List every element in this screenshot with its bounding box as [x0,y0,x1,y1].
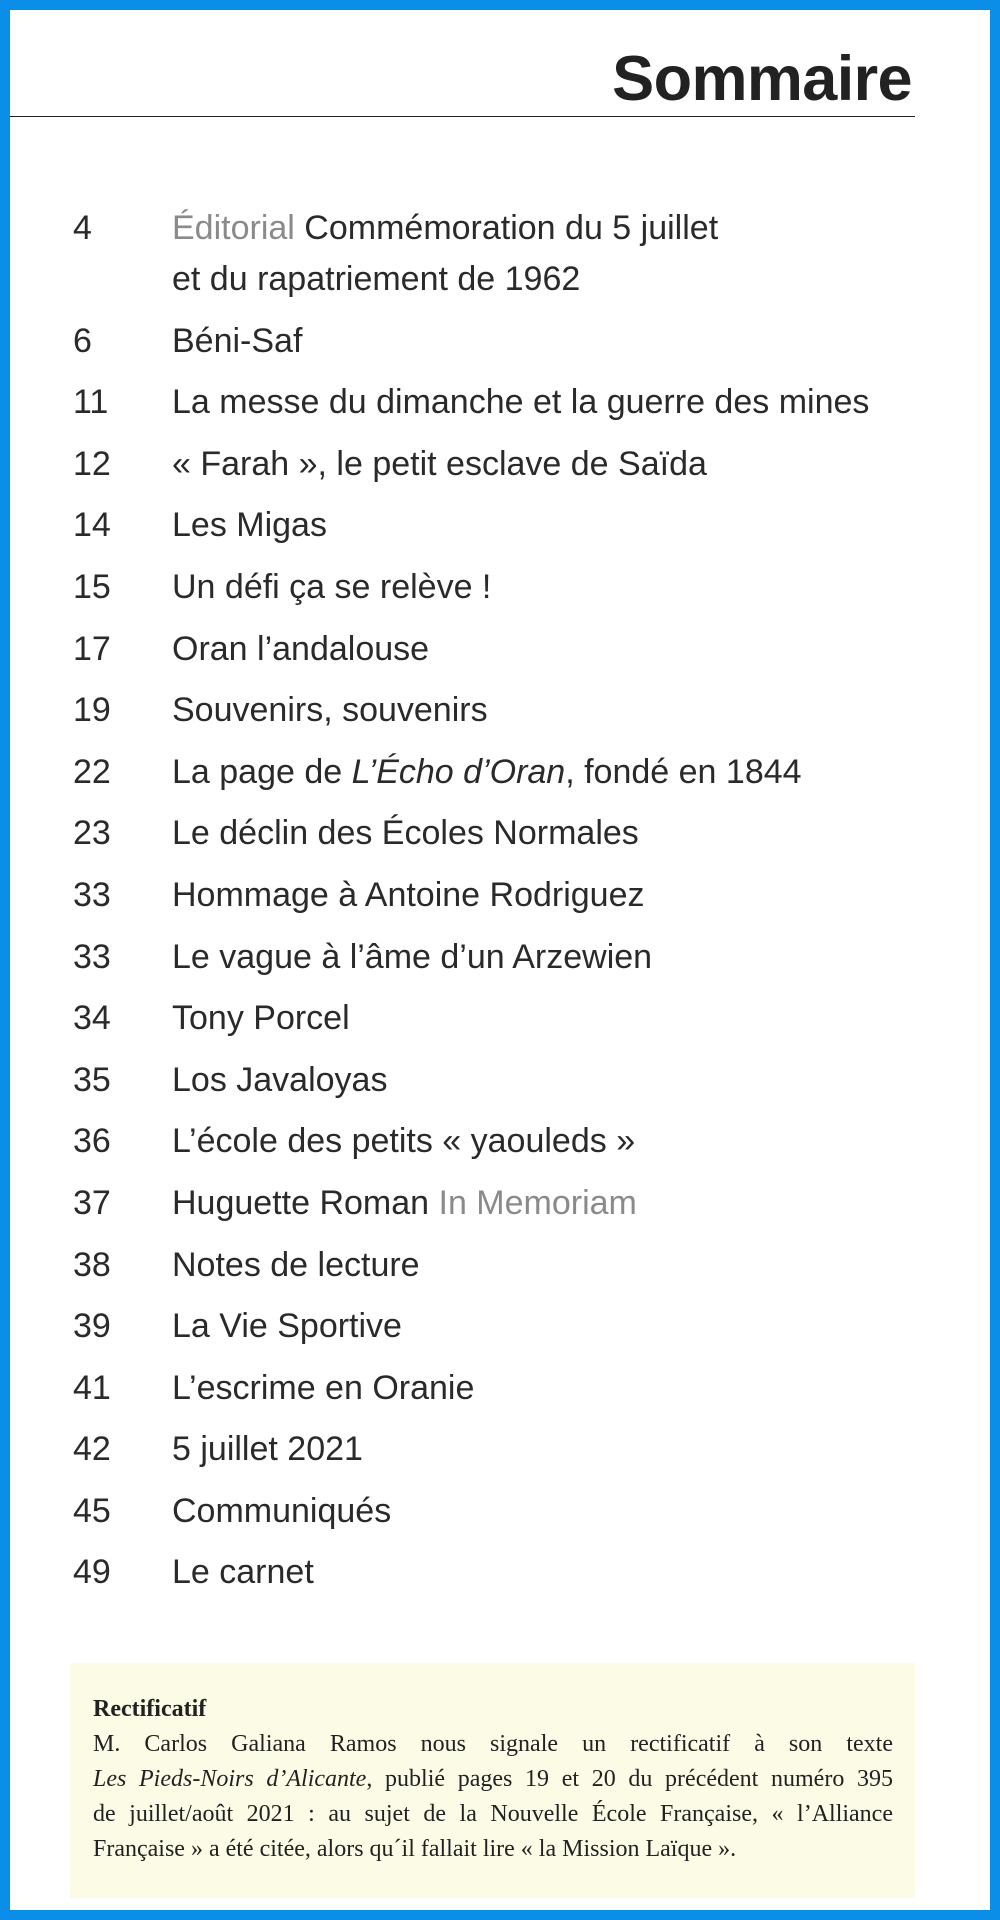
entry-title: Hommage à Antoine Rodriguez [172,875,645,914]
page-number: 22 [73,752,111,791]
toc-entry[interactable] [73,624,933,675]
rectificatif-box [70,1663,915,1898]
entry-title: Les Migas [172,506,327,545]
toc-entry[interactable] [73,1301,933,1352]
toc-entry[interactable] [73,439,933,490]
page-number: 41 [73,1368,111,1407]
toc-entry[interactable] [73,316,933,367]
page-number: 35 [73,1060,111,1099]
publication-name: L’Écho d’Oran [351,752,566,791]
entry-title: Notes de lecture [172,1245,420,1284]
entry-title: 5 juillet 2021 [172,1430,363,1469]
toc-entry[interactable] [73,808,933,859]
page-number: 34 [73,999,111,1038]
page-number: 49 [73,1553,111,1592]
entry-title: Le déclin des Écoles Normales [172,814,639,853]
notice-line-text: , publié pages 19 et 20 du précédent numéro 395 [366,1766,894,1792]
notice-line: Française » a été citée, alors qu´il fallait lire « la Mission Laïque ». [93,1836,737,1862]
toc-entry[interactable] [73,500,933,551]
entry-title: Le vague à l’âme d’un Arzewien [172,937,653,976]
entry-title-text: Commémoration du 5 juillet [304,209,719,247]
entry-title: Communiqués [172,1491,392,1530]
page-number: 12 [73,444,111,483]
notice-heading: Rectificatif [93,1696,207,1722]
toc-entry[interactable] [73,377,933,428]
entry-title: Un défi ça se relève ! [172,567,492,606]
toc-entry[interactable] [73,932,933,983]
page [10,10,990,1910]
toc-entry[interactable] [73,870,933,921]
toc-entry[interactable] [73,1547,933,1598]
entry-title: L’escrime en Oranie [172,1368,475,1407]
page-number: 17 [73,629,111,668]
entry-title: Le carnet [172,1553,314,1592]
notice-line [93,1762,893,1797]
entry-title-pre: La page de [172,752,352,791]
page-number: 38 [73,1245,111,1284]
entry-title: Béni-Saf [172,321,303,360]
toc-entry[interactable] [73,1363,933,1414]
page-number: 45 [73,1491,111,1530]
page-number: 15 [73,567,111,606]
entry-title: La Vie Sportive [172,1307,402,1346]
page-number: 33 [73,937,111,976]
entry-title-post: , fondé en 1844 [565,752,802,791]
entry-title [172,747,933,798]
toc-entry[interactable] [73,1178,933,1229]
entry-title [172,1178,933,1229]
table-of-contents [73,203,933,1609]
entry-title-text-line2: et du rapatriement de 1962 [172,260,581,298]
toc-entry[interactable] [73,562,933,613]
section-suffix: In Memoriam [438,1183,637,1222]
page-number: 14 [73,506,111,545]
entry-title: Oran l’andalouse [172,629,430,668]
toc-entry[interactable] [73,1486,933,1537]
entry-title: Tony Porcel [172,999,350,1038]
page-number: 11 [73,383,109,422]
section-kicker: Éditorial [172,209,295,247]
page-number: 39 [73,1307,111,1346]
article-title: Les Pieds-Noirs d’Alicante [93,1766,367,1792]
toc-entry[interactable] [73,1240,933,1291]
entry-title: L’école des petits « yaouleds » [172,1122,636,1161]
entry-title: « Farah », le petit esclave de Saïda [172,444,707,483]
page-number: 36 [73,1122,111,1161]
entry-title: La messe du dimanche et la guerre des mines [172,383,870,422]
toc-entry[interactable] [73,1116,933,1167]
toc-entry-editorial[interactable] [73,203,933,305]
page-number: 19 [73,691,111,730]
toc-entry[interactable] [73,747,933,798]
toc-entry[interactable] [73,685,933,736]
page-number: 42 [73,1430,111,1469]
title-divider [10,116,915,117]
notice-line: de juillet/août 2021 : au sujet de la Nouvelle École Française, « l’Alliance [93,1801,893,1827]
notice-line: M. Carlos Galiana Ramos nous signale un rectificatif à son texte [93,1731,893,1757]
page-number: 4 [73,209,92,247]
page-number: 33 [73,875,111,914]
toc-entry[interactable] [73,1055,933,1106]
page-number: 23 [73,814,111,853]
entry-title: Souvenirs, souvenirs [172,691,488,730]
page-title: Sommaire [612,44,912,114]
page-number: 37 [73,1183,111,1222]
toc-entry[interactable] [73,1424,933,1475]
toc-entry[interactable] [73,993,933,1044]
entry-title [172,203,933,305]
entry-title-text: Huguette Roman [172,1183,430,1222]
page-number: 6 [73,321,92,360]
entry-title: Los Javaloyas [172,1060,388,1099]
